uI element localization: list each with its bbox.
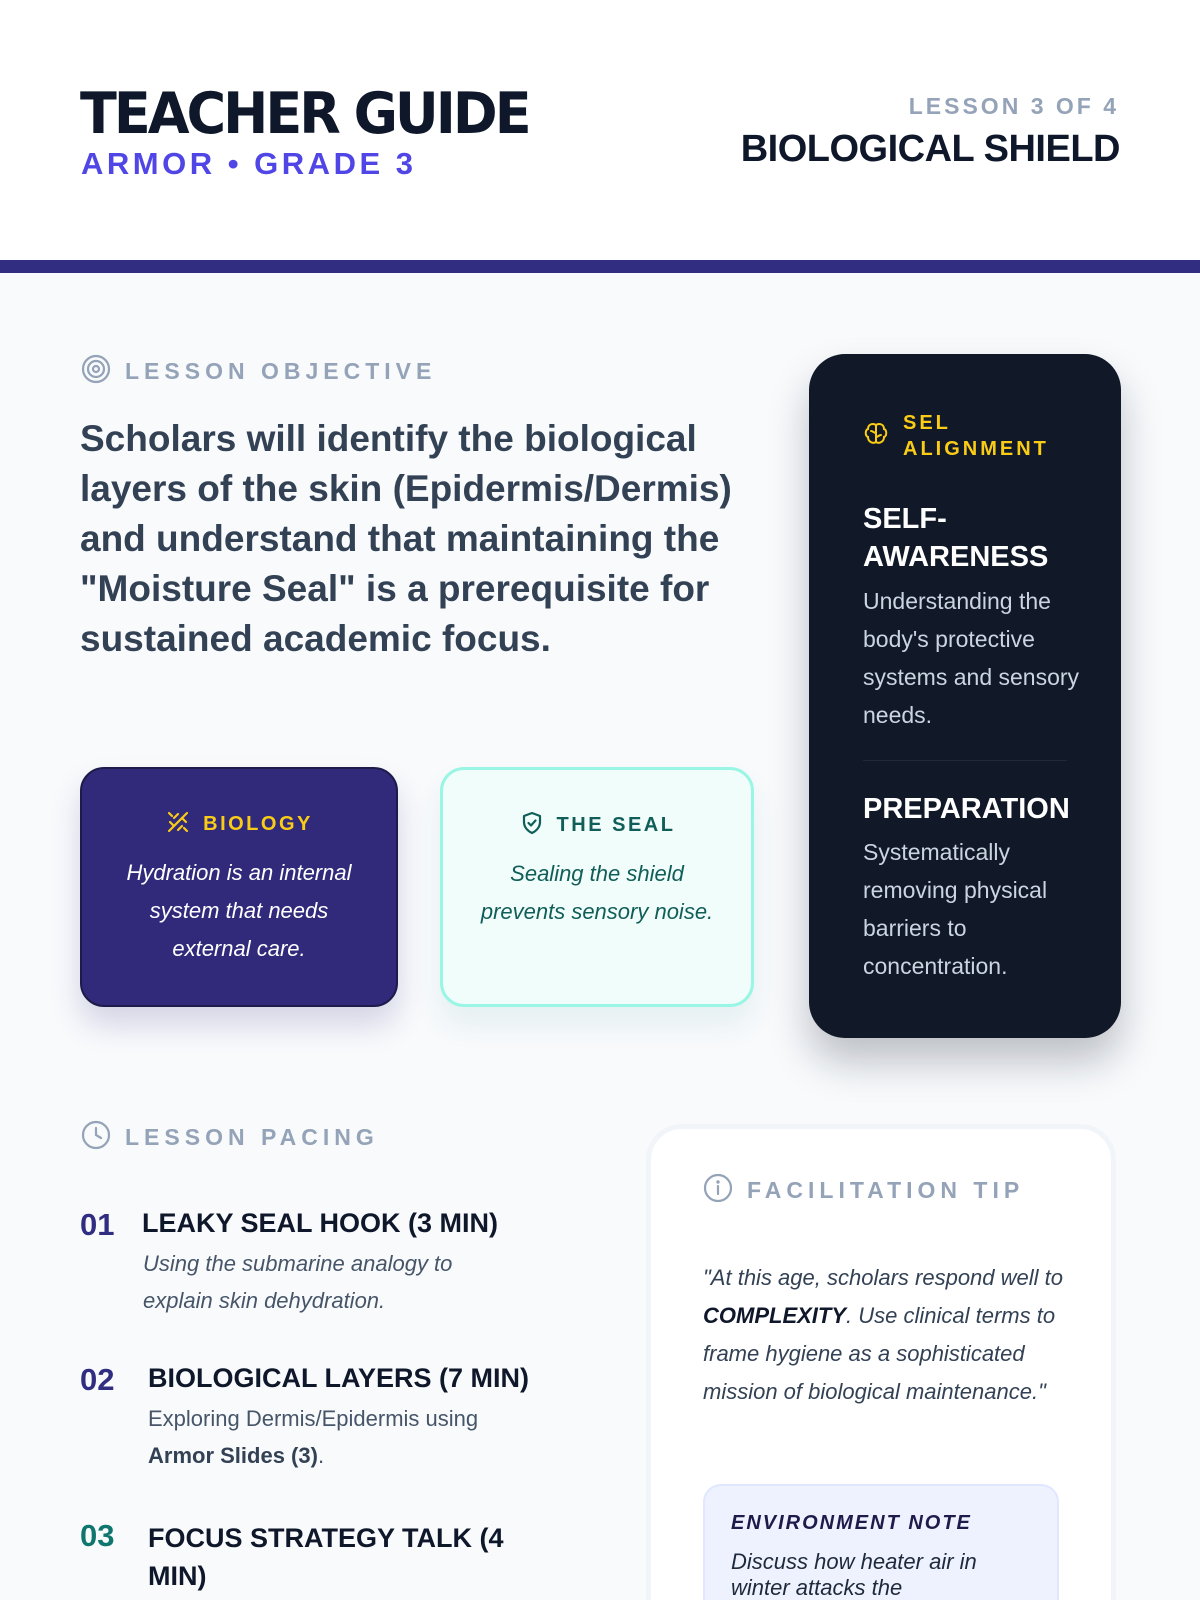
brain-icon (863, 421, 889, 452)
step-description: Exploring Dermis/Epidermis using Armor Slides (3). (148, 1406, 479, 1468)
clock-icon (81, 1120, 111, 1155)
objective-text: Scholars will identify the biological layers of the skin (Epidermis/Dermis) and understand that maintaining the "Moisture Seal" is a prerequisite for sustained academic focus. (80, 418, 732, 659)
environment-note-text: Discuss how heater air in winter attacks the (731, 1549, 977, 1600)
biology-card-text: Hydration is an internal system that needs external care. (126, 860, 352, 961)
header-divider (0, 260, 1200, 273)
lesson-name: BIOLOGICAL SHIELD (740, 128, 1120, 170)
seal-card-text: Sealing the shield prevents sensory noise. (480, 861, 714, 924)
tip-heading (703, 1173, 1024, 1208)
step-title: LEAKY SEAL HOOK (3 MIN) (142, 1208, 499, 1238)
lesson-count: LESSON 3 OF 4 (908, 93, 1119, 119)
objective-heading (81, 354, 436, 389)
step-title: FOCUS STRATEGY TALK (4 MIN) (148, 1523, 504, 1591)
environment-note-title: ENVIRONMENT NOTE (731, 1512, 972, 1534)
document-subtitle: ARMOR • GRADE 3 (81, 146, 417, 181)
sel-alignment-panel (809, 354, 1121, 1038)
tip-heading-label: FACILITATION TIP (747, 1177, 1025, 1203)
pacing-heading (81, 1120, 379, 1155)
step-description: Using the submarine analogy to explain skin dehydration. (143, 1251, 453, 1313)
seal-card-label: THE SEAL (556, 814, 676, 836)
sel-item-description: Understanding the body's protective systems and sensory needs. (863, 588, 1080, 728)
sel-item-description: Systematically removing physical barriers to concentration. (863, 839, 1048, 979)
info-icon (703, 1173, 733, 1208)
document-title: TEACHER GUIDE (80, 80, 529, 147)
seal-card (440, 767, 754, 1007)
pacing-heading-label: LESSON PACING (125, 1124, 379, 1150)
sel-divider (863, 760, 1067, 761)
step-number: 02 (80, 1362, 115, 1397)
objective-heading-label: LESSON OBJECTIVE (125, 358, 437, 384)
step-number: 01 (80, 1207, 115, 1242)
sel-item-title: SELF-AWARENESS (863, 503, 1049, 573)
shield-check-icon (519, 810, 545, 841)
sel-heading (863, 410, 1083, 462)
tip-quote: "At this age, scholars respond well to COMPLEXITY. Use clinical terms to frame hygiene as a sophisticated mission of biological maintenance." (703, 1265, 1063, 1404)
environment-note (703, 1484, 1059, 1600)
target-icon (81, 354, 111, 389)
step-title: BIOLOGICAL LAYERS (7 MIN) (148, 1363, 530, 1393)
biology-card-label: BIOLOGY (203, 813, 313, 835)
dna-icon (165, 809, 191, 840)
page-header (0, 0, 1200, 260)
step-number: 03 (80, 1518, 115, 1553)
sel-item-title: PREPARATION (863, 793, 1070, 825)
facilitation-tip-panel (646, 1124, 1116, 1600)
sel-heading-label: SEL ALIGNMENT (903, 412, 1049, 460)
biology-card (80, 767, 398, 1007)
